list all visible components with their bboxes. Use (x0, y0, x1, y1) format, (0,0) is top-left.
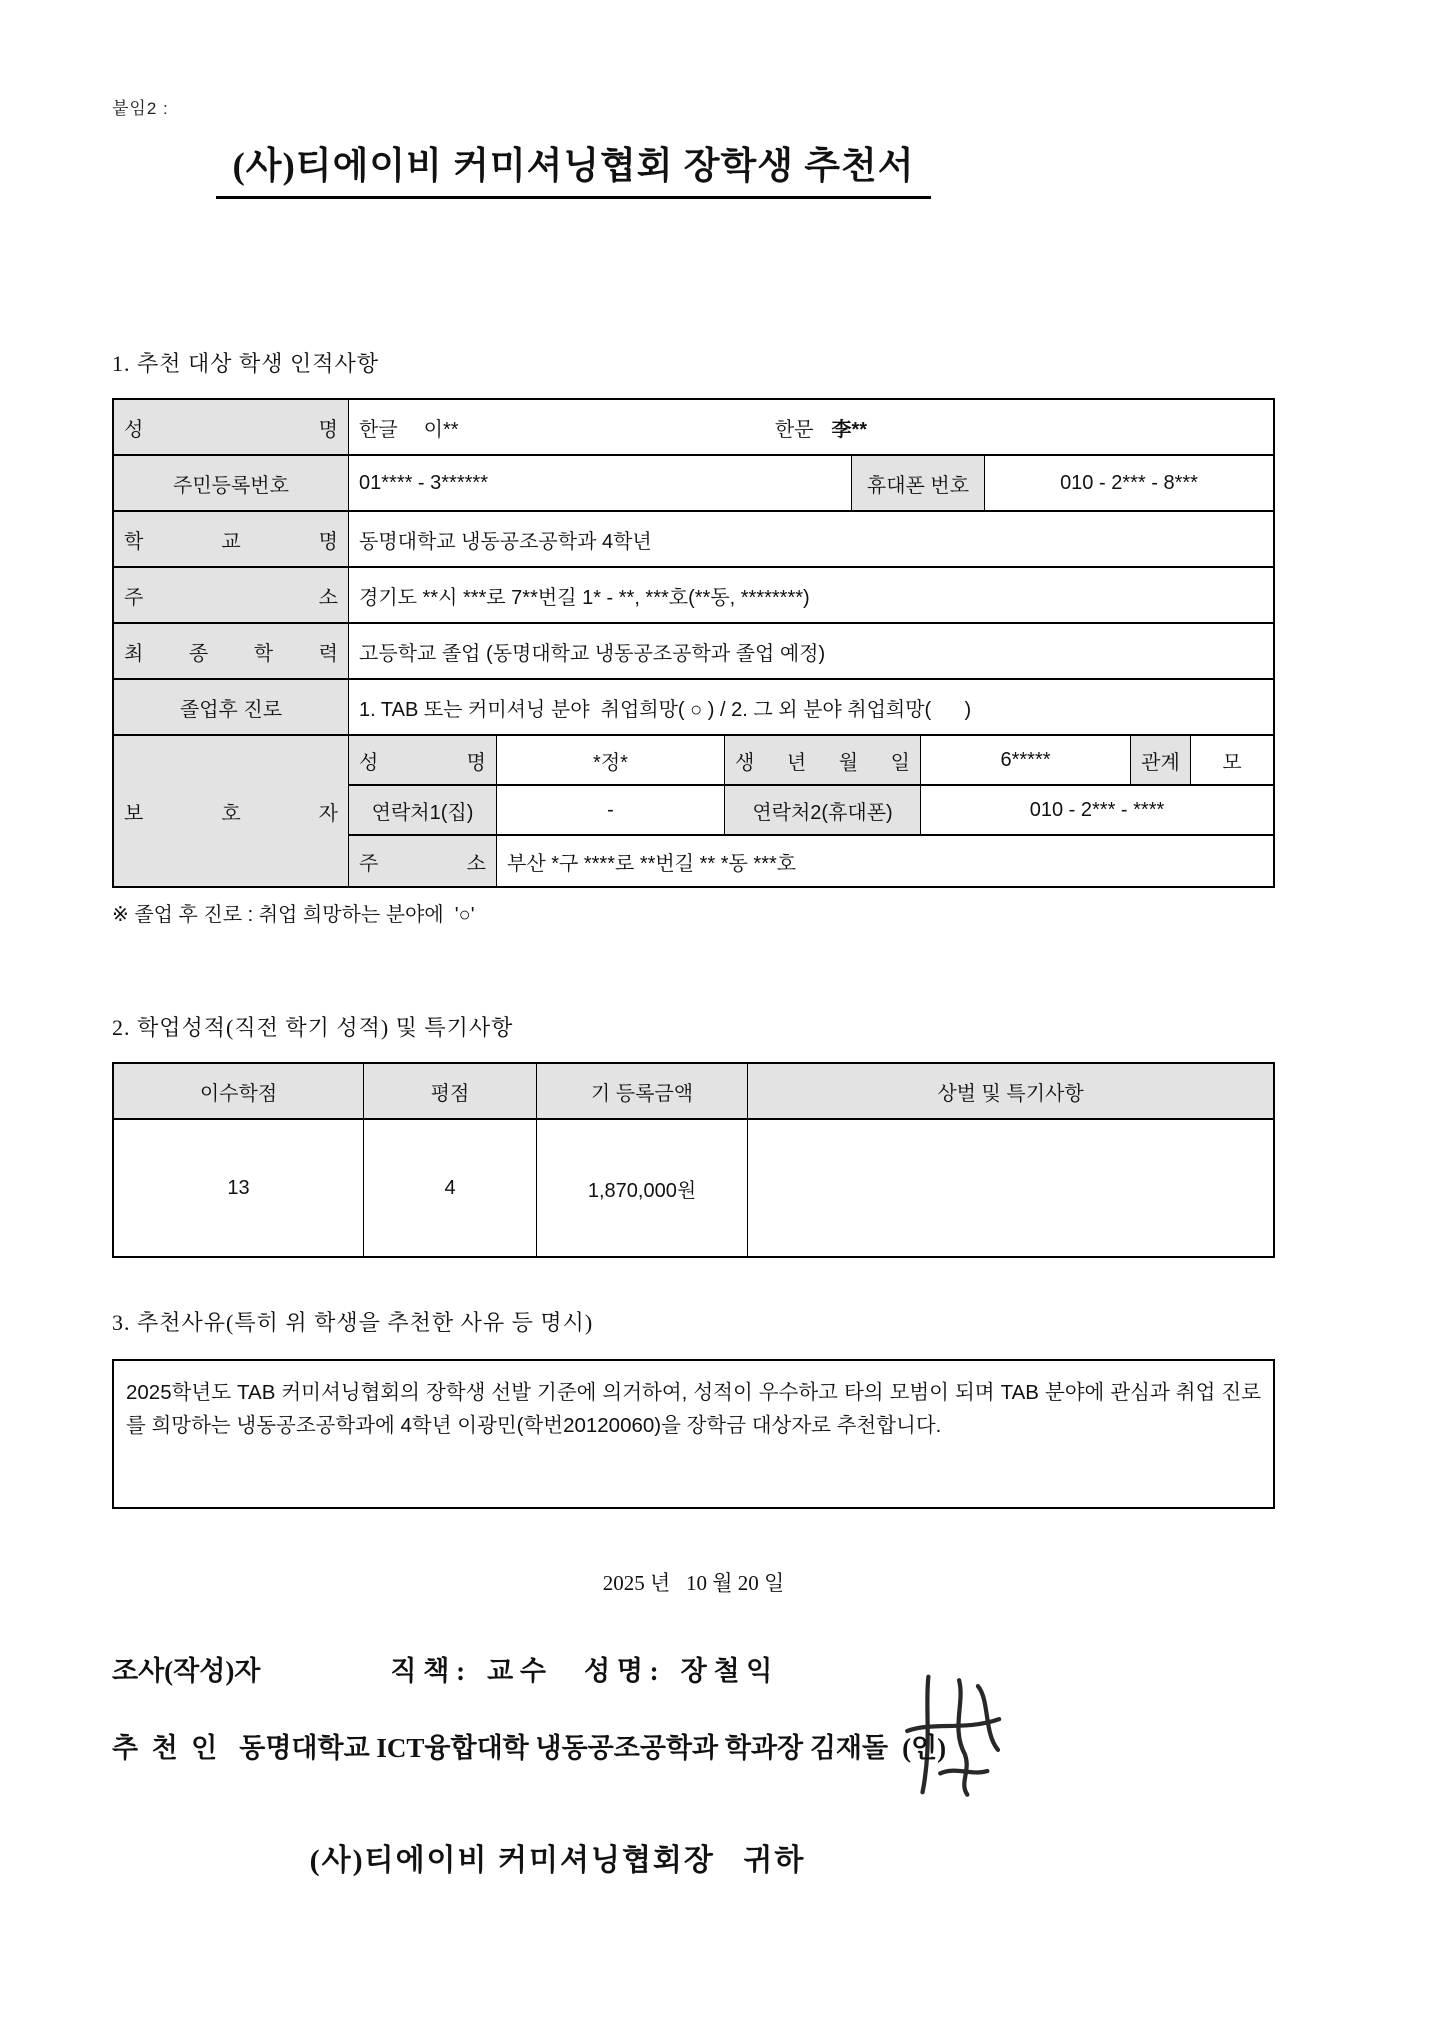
section3-heading: 3. 추천사유(특히 위 학생을 추천한 사유 등 명시) (112, 1310, 594, 1335)
header-remarks: 상벌 및 특기사항 (748, 1064, 1273, 1118)
hangul-value: 이** (423, 418, 459, 441)
career-value-cell: 1. TAB 또는 커미셔닝 분야 취업희망( ○ ) / 2. 그 외 분야 취업희망( ) (359, 698, 972, 721)
address-value-cell: 경기도 **시 ***로 7**번길 1* - **, ***호(**동, ********) (359, 586, 810, 609)
guardian-relation-label: 관계 (1131, 736, 1191, 784)
recommendation-reason-box: 2025학년도 TAB 커미셔닝협회의 장학생 선발 기준에 의거하여, 성적이 우수하고 타의 모범이 되며 TAB 분야에 관심과 취업 진로를 희망하는 냉동공조공학과에 4학년 이광민(학번20120060)을 장학금 대상자로 추천합니다. (112, 1359, 1275, 1509)
guardian-relation-value: 모 (1222, 751, 1242, 774)
value-gpa: 4 (364, 1120, 537, 1256)
school-value-cell: 동명대학교 냉동공조공학과 4학년 (359, 530, 652, 553)
table-row-school (114, 512, 1273, 568)
table-row-education (114, 624, 1273, 680)
grades-table (112, 1062, 1275, 1258)
recommender-label: 추 천 인 (112, 1733, 218, 1763)
guardian-row-contacts (349, 786, 1273, 836)
value-credits: 13 (114, 1120, 364, 1256)
guardian-name-value: *정* (497, 736, 725, 784)
document-content (112, 0, 1275, 1879)
guardian-contact1-value: - (497, 786, 725, 834)
resident-no-label-cell: 주민등록번호 (114, 456, 349, 510)
document-title: (사)티에이비 커미셔닝협회 장학생 추천서 (216, 135, 930, 199)
value-tuition: 1,870,000원 (537, 1120, 748, 1256)
writer-name-label: 성 명 : (583, 1656, 659, 1686)
recipient-text: (사)티에이비 커미셔닝협회장 귀하 (309, 1844, 806, 1877)
name-label-cell: 성 명 (114, 400, 349, 454)
grades-header-row (114, 1064, 1273, 1120)
section1-heading: 1. 추천 대상 학생 인적사항 (112, 351, 380, 376)
guardian-row-address (349, 836, 1273, 886)
writer-label: 조사(작성)자 (112, 1656, 261, 1686)
name-hangul-group (359, 413, 775, 442)
guardian-subtable (349, 736, 1273, 886)
title-row (112, 135, 1275, 199)
graduation-footnote: ※ 졸업 후 진로 : 취업 희망하는 분야에 '○' (112, 904, 475, 926)
guardian-label-cell: 보 호 자 (114, 736, 349, 886)
guardian-contact2-label: 연락처2(휴대폰) (725, 786, 921, 834)
phone-label-cell: 휴대폰 번호 (852, 456, 985, 510)
table-row-address (114, 568, 1273, 624)
school-label-cell: 학 교 명 (114, 512, 349, 566)
attachment-label: 붙임2 : (112, 99, 169, 118)
writer-line (112, 1649, 1275, 1688)
guardian-row-name (349, 736, 1273, 786)
guardian-address-value: 부산 *구 ****로 **번길 ** *동 ***호 (507, 852, 797, 875)
section2-heading: 2. 학업성적(직전 학기 성적) 및 특기사항 (112, 1015, 514, 1040)
table-row-career (114, 680, 1273, 736)
address-label-cell: 주 소 (114, 568, 349, 622)
name-hanja-group (775, 413, 867, 442)
seal-mark: (인) (902, 1733, 947, 1763)
guardian-address-label: 주 소 (349, 836, 497, 886)
writer-name-value: 장 철 익 (680, 1656, 773, 1686)
grades-value-row (114, 1120, 1273, 1256)
guardian-birth-value: 6***** (921, 736, 1131, 784)
recipient-line (112, 1835, 1275, 1879)
hangul-label: 한글 (359, 418, 398, 441)
name-value-cell (349, 400, 1273, 454)
student-info-table (112, 398, 1275, 888)
header-gpa: 평점 (364, 1064, 537, 1118)
table-row-guardian (114, 736, 1273, 886)
value-remarks (748, 1120, 1273, 1256)
recommender-value: 동명대학교 ICT융합대학 냉동공조공학과 학과장 김재돌 (239, 1733, 889, 1763)
date-line: 2025 년 10 월 20 일 (602, 1571, 785, 1595)
recommender-line (112, 1726, 1275, 1765)
resident-no-value-cell: 01**** - 3****** (349, 456, 852, 510)
hanja-value: 李** (831, 418, 868, 441)
guardian-contact2-value: 010 - 2*** - **** (1029, 798, 1165, 821)
phone-value-cell: 010 - 2*** - 8*** (1060, 471, 1198, 494)
hanja-label: 한문 (774, 418, 814, 441)
guardian-name-label: 성 명 (349, 736, 497, 784)
position-value: 교 수 (487, 1656, 546, 1686)
education-label-cell: 최 종 학 력 (114, 624, 349, 678)
guardian-contact1-label: 연락처1(집) (349, 786, 497, 834)
position-label: 직 책 : (390, 1656, 466, 1686)
career-label-cell: 졸업후 진로 (114, 680, 349, 734)
header-tuition: 기 등록금액 (537, 1064, 748, 1118)
guardian-birth-label: 생 년 월 일 (725, 736, 921, 784)
table-row-resident-no (114, 456, 1273, 512)
education-value-cell: 고등학교 졸업 (동명대학교 냉동공조공학과 졸업 예정) (359, 642, 826, 665)
table-row-name (114, 400, 1273, 456)
header-credits: 이수학점 (114, 1064, 364, 1118)
